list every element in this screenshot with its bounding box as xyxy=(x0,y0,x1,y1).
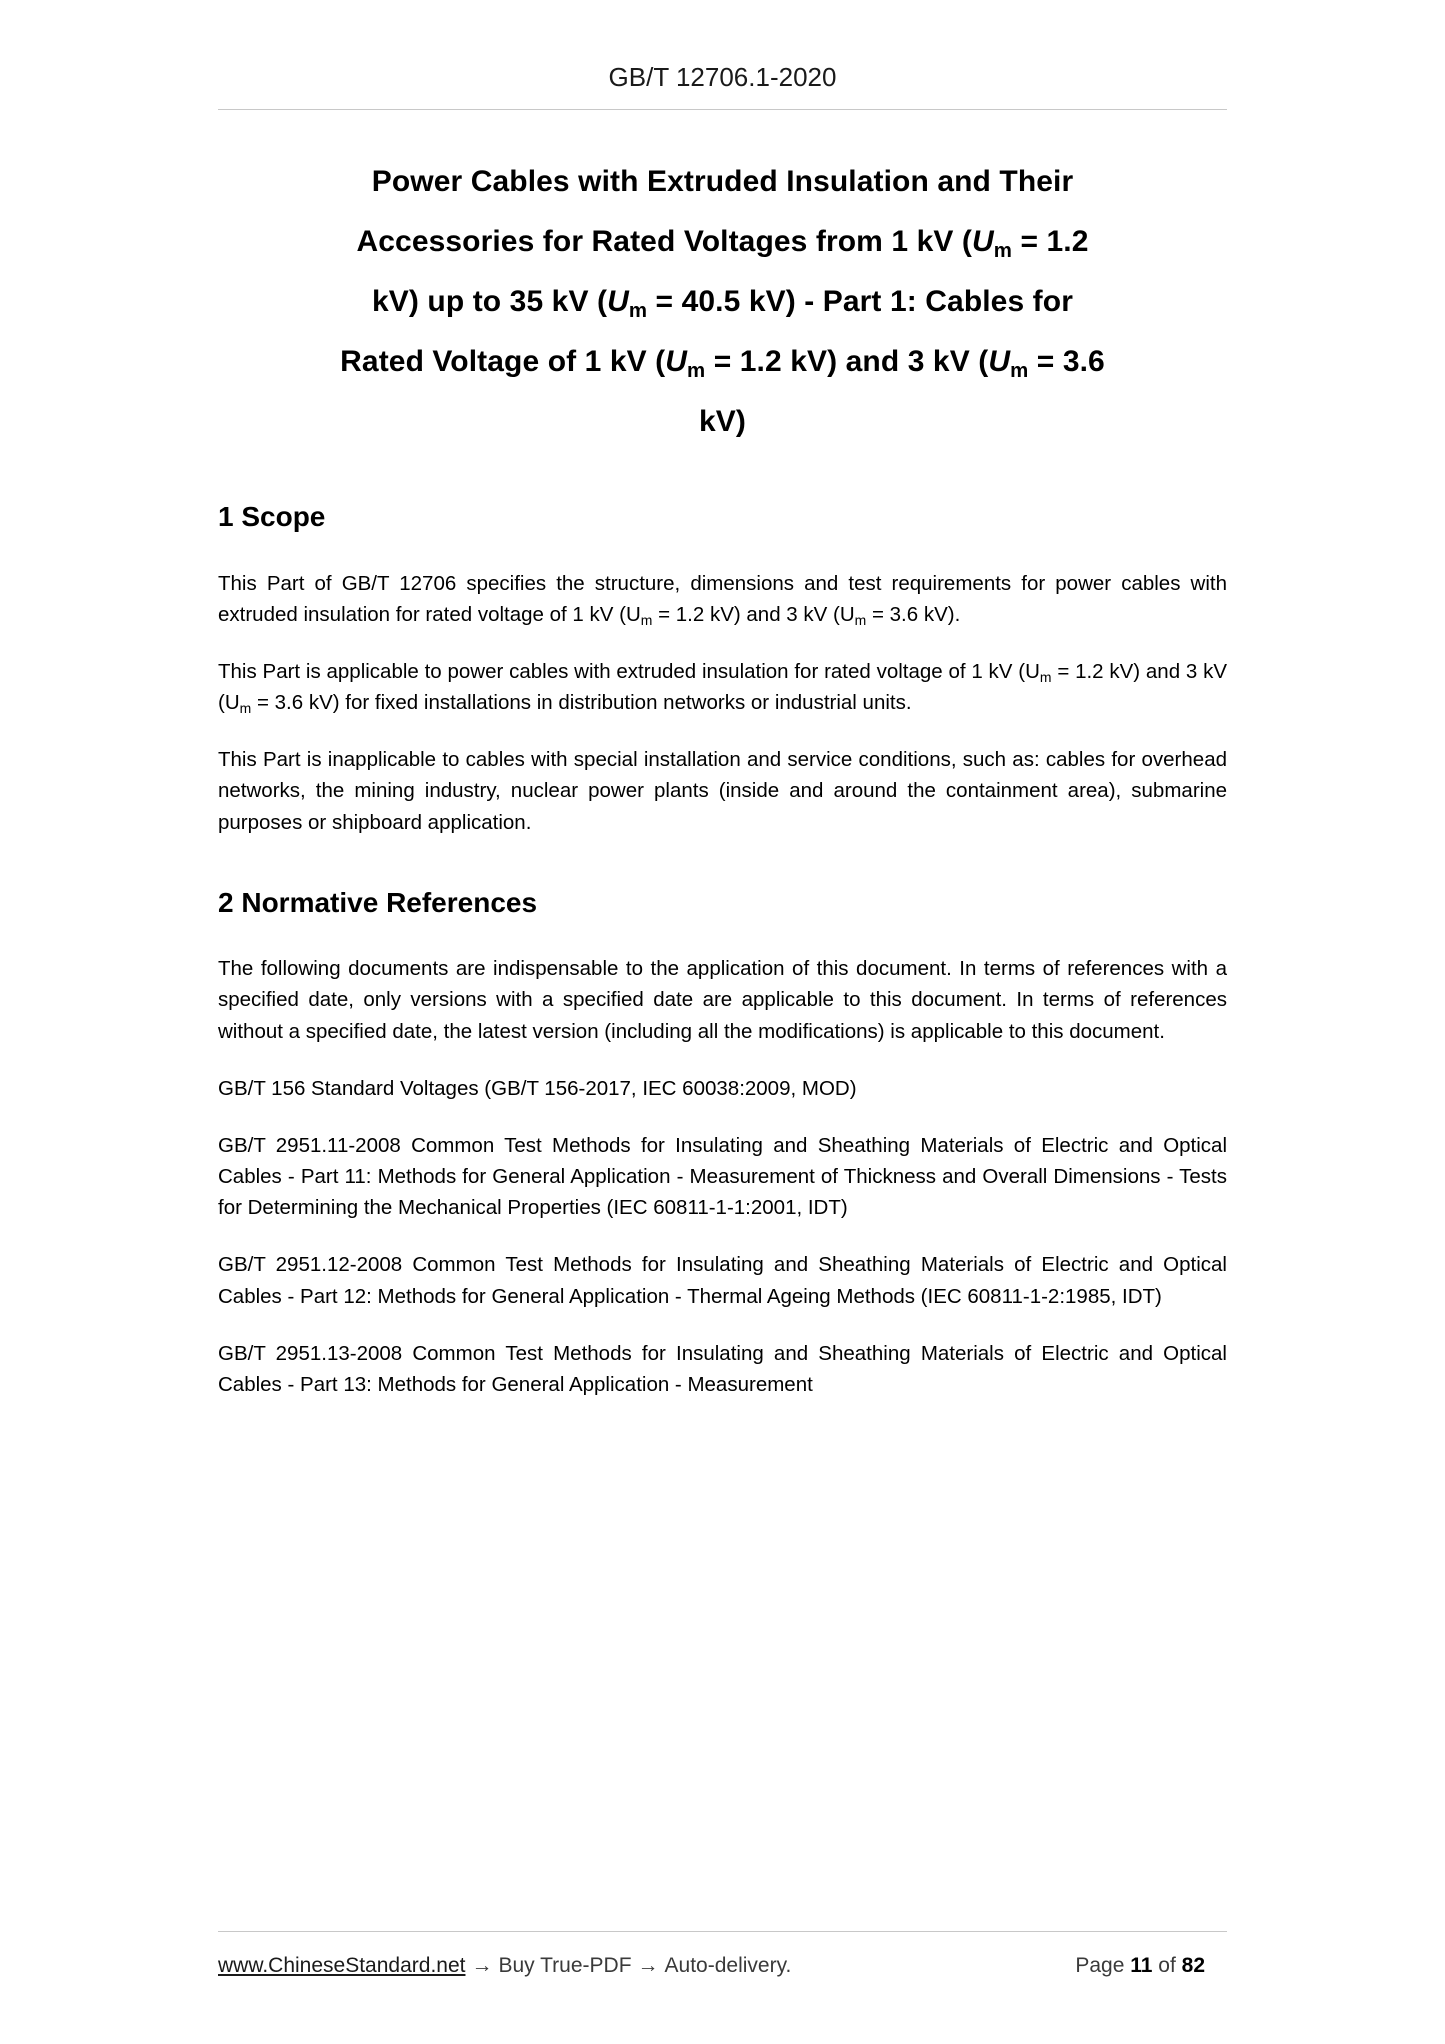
document-body xyxy=(218,110,1227,1400)
title-symbol-um-1: U xyxy=(972,225,994,258)
paragraph: GB/T 156 Standard Voltages (GB/T 156-2017, IEC 60038:2009, MOD) xyxy=(218,1076,857,1100)
footer-website-link[interactable]: www.ChineseStandard.net xyxy=(218,1954,466,1977)
title-line-4c: = 3.6 xyxy=(1028,345,1105,378)
page-title xyxy=(218,152,1227,452)
paragraph: GB/T 2951.13-2008 Common Test Methods for Insulating and Sheathing Materials of Electric and Optical Cables - Part 13: Methods for General Application - Measurement xyxy=(218,1341,1227,1396)
title-line-3a: kV) up to 35 kV ( xyxy=(372,285,608,318)
paragraph: The following documents are indispensable to the application of this document. In terms of references with a specified date, only versions with a specified date are applicable to this document. In terms of references without a specified date, the latest version (including all the modifications) is applicable to this document. xyxy=(218,957,1227,1043)
footer-total-pages: 82 xyxy=(1181,1954,1205,1977)
title-symbol-um-3: U xyxy=(665,345,688,378)
title-sub-m-3: m xyxy=(687,359,706,382)
title-line-4a: Rated Voltage of 1 kV ( xyxy=(340,345,666,378)
footer-buy-text: Buy True-PDF xyxy=(498,1954,632,1977)
title-line-4b: = 1.2 kV) and 3 kV ( xyxy=(705,345,989,378)
page-footer xyxy=(218,1931,1227,1978)
title-line-2b: = 1.2 xyxy=(1012,225,1089,258)
paragraph: This Part is applicable to power cables with extruded insulation for rated voltage of 1 kV ($U_m = 1.2$ kV) and 3 kV ($U_m = 3.6$ kV) for fixed installations in distribution networks or industrial units. xyxy=(218,659,1228,716)
title-symbol-um-4: U xyxy=(988,345,1011,378)
paragraph: GB/T 2951.11-2008 Common Test Methods for Insulating and Sheathing Materials of Electric and Optical Cables - Part 11: Methods for General Application - Measurement of Thickness and Overall Dimensions - Tests for Determining the Mechanical Properties (IEC 60811-1-1:2001, IDT) xyxy=(218,1133,1227,1220)
footer-delivery-text: Auto-delivery. xyxy=(664,1954,792,1977)
arrow-right-icon: → xyxy=(637,1954,659,1977)
footer-page-word: Page xyxy=(1075,1954,1125,1977)
page-header xyxy=(0,0,1445,109)
section-heading-scope: 1 Scope xyxy=(218,501,326,532)
footer-divider xyxy=(218,1931,1227,1932)
title-line-3b: = 40.5 kV) - Part 1: Cables for xyxy=(647,285,1073,318)
title-sub-m-2: m xyxy=(628,299,648,322)
footer-page-number: 11 xyxy=(1130,1954,1153,1977)
title-sub-m-4: m xyxy=(1010,359,1029,382)
title-line-2a: Accessories for Rated Voltages from 1 kV ( xyxy=(356,225,973,258)
section-heading-normative-references: 2 Normative References xyxy=(218,886,538,918)
title-symbol-um-2: U xyxy=(607,285,629,318)
paragraph: GB/T 2951.12-2008 Common Test Methods for Insulating and Sheathing Materials of Electric and Optical Cables - Part 12: Methods for General Application - Thermal Ageing Methods (IEC 60811-1-2:1985, IDT) xyxy=(218,1253,1227,1308)
title-sub-m-1: m xyxy=(993,239,1013,262)
footer-of-word: of xyxy=(1158,1954,1176,1977)
paragraph: This Part of GB/T 12706 specifies the structure, dimensions and test requirements for power cables with extruded insulation for rated voltage of 1 kV ($U_m = 1.2$ kV) and 3 kV ($U_m = 3.6$ kV). xyxy=(218,571,1227,628)
title-line-1: Power Cables with Extruded Insulation and Their xyxy=(371,165,1074,198)
standard-code: GB/T 12706.1-2020 xyxy=(608,62,837,92)
arrow-right-icon: → xyxy=(471,1954,493,1977)
title-line-5: kV) xyxy=(699,405,746,438)
paragraph: This Part is inapplicable to cables with special installation and service conditions, such as: cables for overhead networks, the mining industry, nuclear power plants (inside and around the containment area), submarine purposes or shipboard application. xyxy=(218,748,1227,834)
